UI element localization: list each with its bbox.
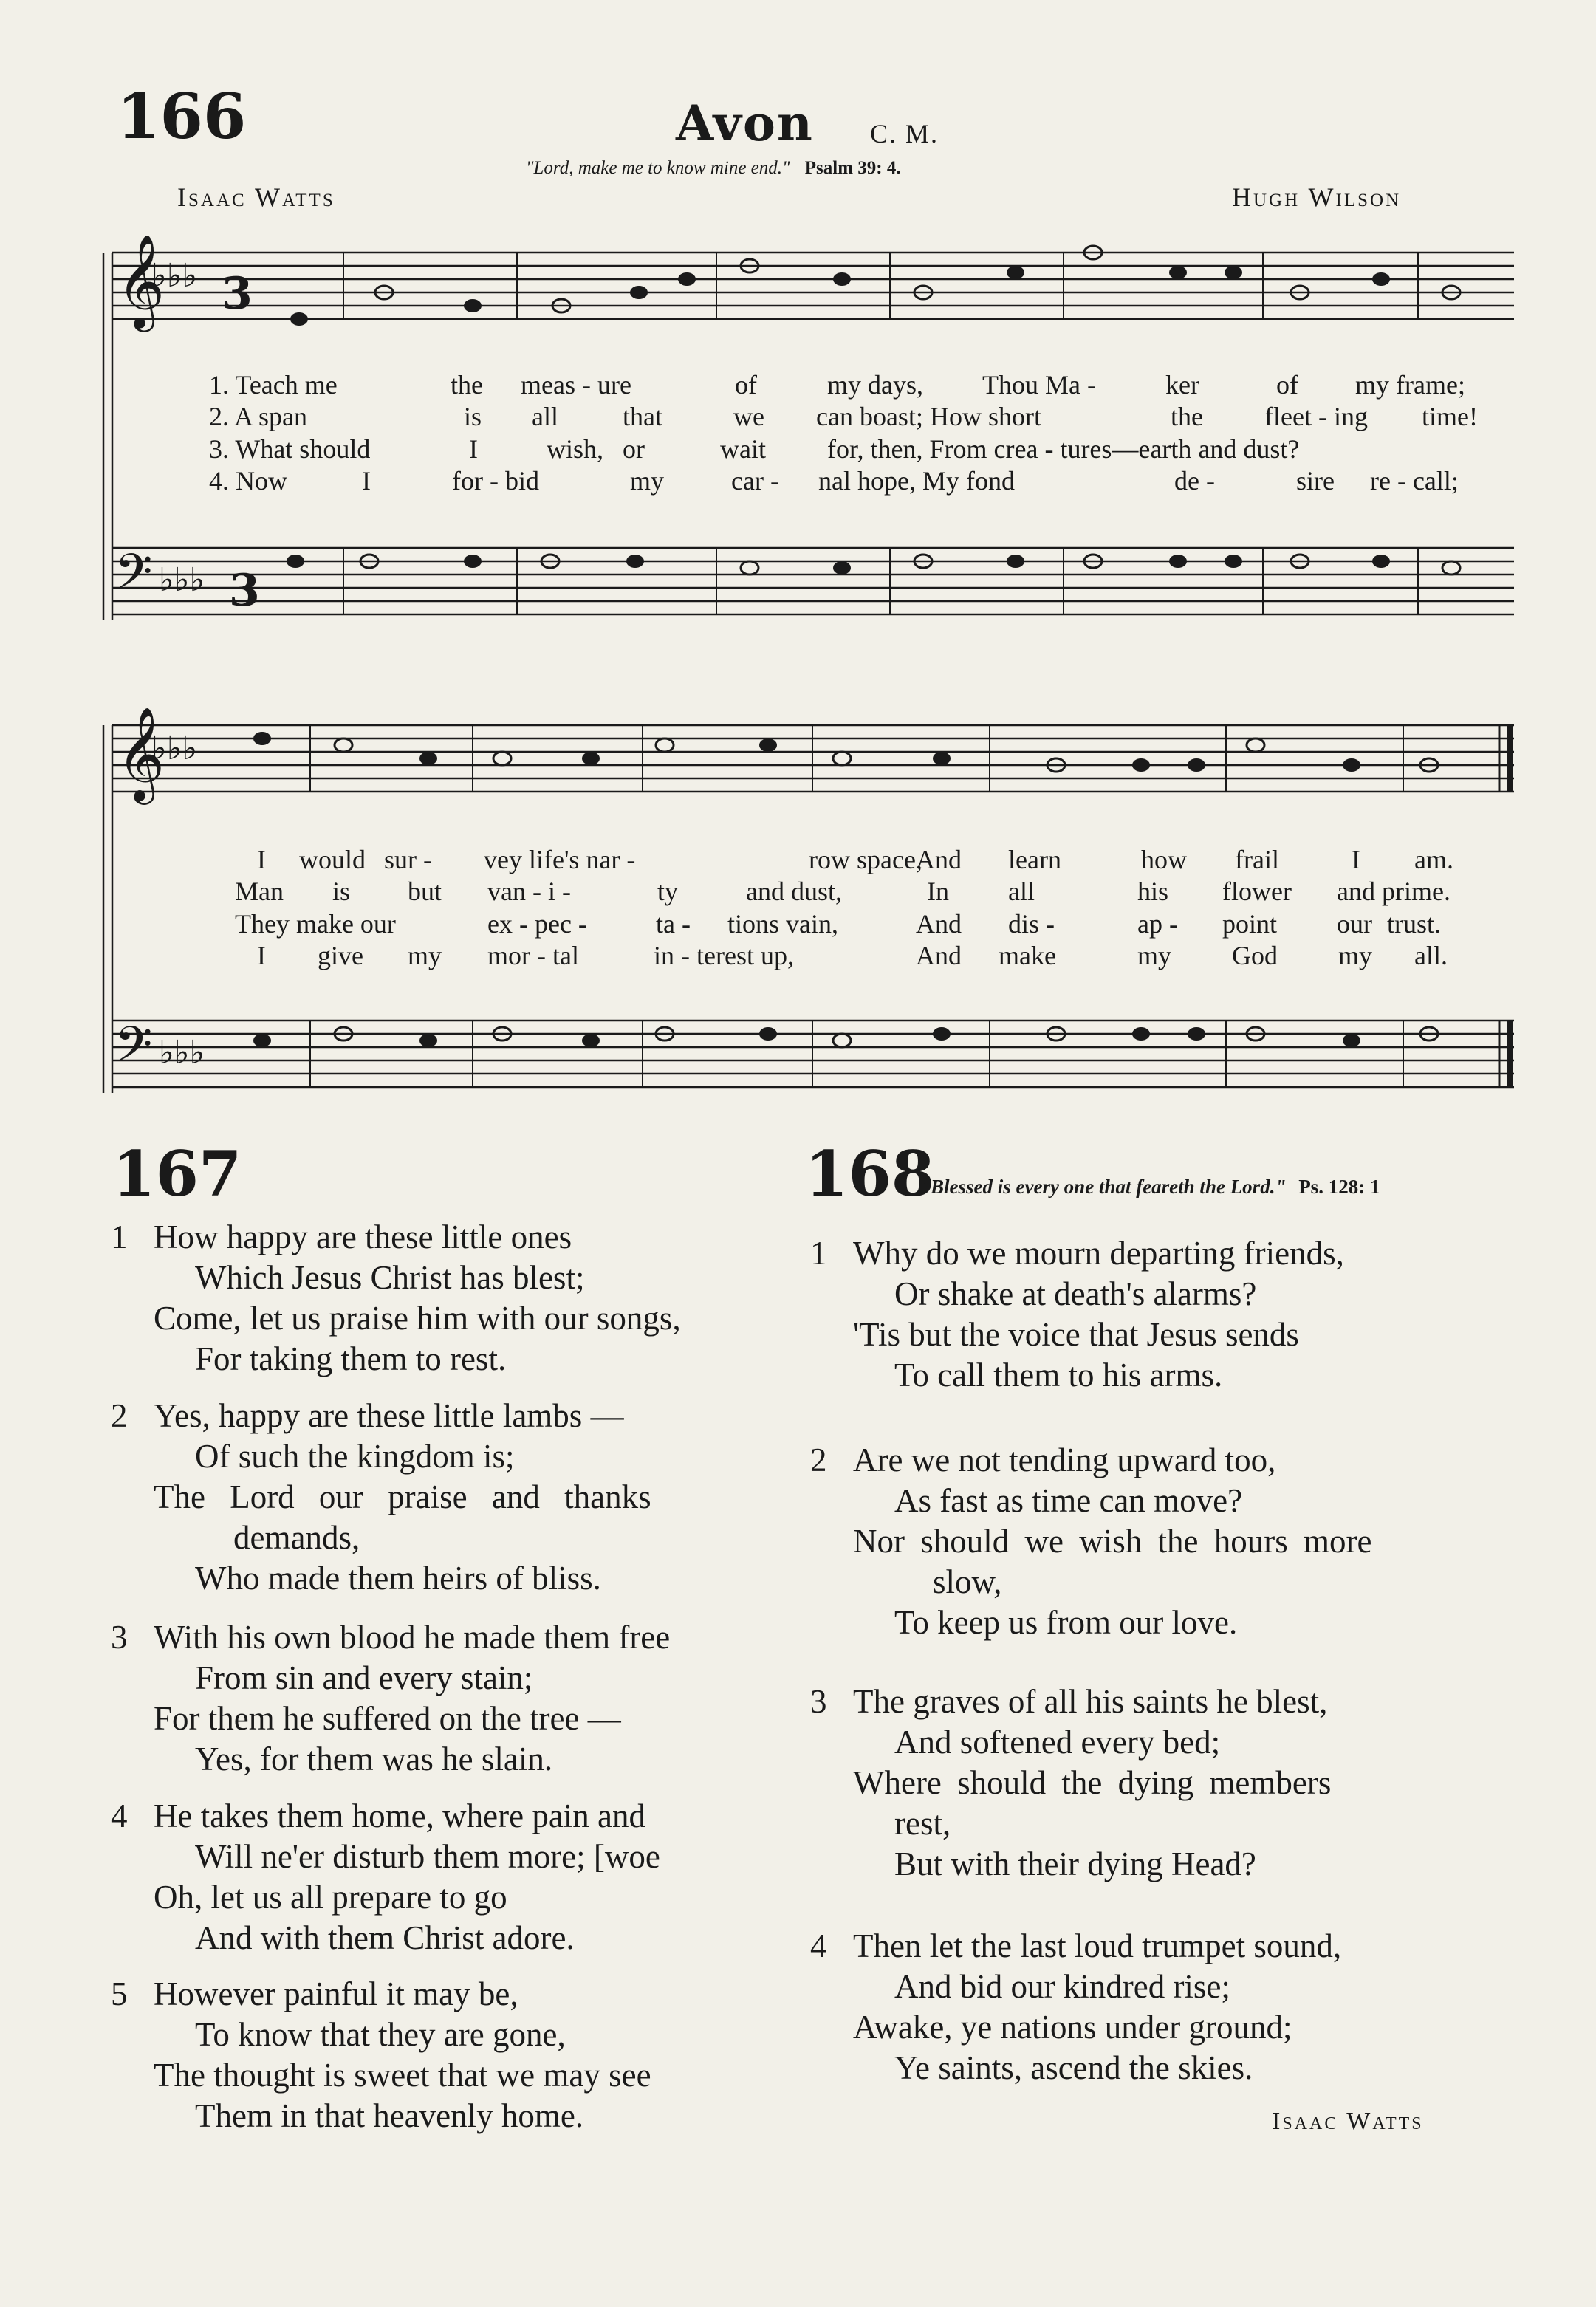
- treble-clef-icon: 𝄞: [117, 233, 165, 328]
- meter: C. M.: [870, 119, 939, 148]
- hymn-167-verse-3: [111, 1617, 671, 1780]
- syllable: my: [408, 941, 442, 970]
- lyric-line-1: [0, 369, 1596, 402]
- syllable: his: [1137, 877, 1169, 906]
- verse-number: 1: [810, 1235, 827, 1272]
- epigraph-reference: Ps. 128: 1: [1298, 1176, 1380, 1198]
- syllable: 2. A span: [209, 402, 308, 431]
- lyric-line-2: [0, 876, 1596, 908]
- syllable: all: [532, 402, 558, 431]
- verse-line: Then let the last loud trumpet sound,: [853, 1927, 1342, 1964]
- syllable: give: [318, 941, 363, 970]
- syllable: all: [1008, 877, 1035, 906]
- verse-line: With his own blood he made them free: [154, 1619, 671, 1656]
- verse-line: Of such the kingdom is;: [195, 1438, 515, 1475]
- svg-text:♭♭♭: ♭♭♭: [159, 1034, 205, 1072]
- verse-line: rest,: [894, 1805, 951, 1842]
- hymn-167-verse-2: [111, 1396, 651, 1599]
- verse-line: Where should the dying members: [853, 1764, 1332, 1801]
- syllable: all.: [1414, 941, 1448, 970]
- verse-line: And bid our kindred rise;: [894, 1968, 1230, 2005]
- composer-credit: Hugh Wilson: [1232, 182, 1402, 212]
- syllable: but: [408, 877, 442, 906]
- syllable: the: [451, 370, 483, 400]
- syllable: and dust,: [746, 877, 842, 906]
- verse-line: To know that they are gone,: [195, 2016, 566, 2053]
- verse-line: For taking them to rest.: [195, 1340, 507, 1377]
- hymn-168-verse-3: [810, 1682, 1332, 1885]
- syllable: of: [1276, 370, 1298, 400]
- verse-number: 5: [111, 1975, 128, 2012]
- epigraph: [526, 158, 901, 179]
- verse-line: Why do we mourn departing friends,: [853, 1235, 1344, 1272]
- syllable: Man: [235, 877, 284, 906]
- lyric-line-3: [0, 908, 1596, 941]
- syllable: point: [1222, 909, 1278, 939]
- syllable: make: [999, 941, 1056, 970]
- hymn-168-verse-4: [810, 1926, 1342, 2088]
- syllable: re - call;: [1370, 466, 1459, 496]
- syllable: the: [1171, 402, 1203, 431]
- syllable: or: [623, 434, 645, 464]
- syllable: And: [916, 909, 962, 939]
- syllable: van - i -: [487, 877, 571, 906]
- epigraph-reference: Psalm 39: 4.: [804, 158, 901, 178]
- verse-line: Awake, ye nations under ground;: [853, 2009, 1292, 2046]
- verse-number: 4: [810, 1927, 827, 1964]
- verse-line: However painful it may be,: [154, 1975, 518, 2012]
- syllable: in - terest up,: [654, 941, 794, 970]
- syllable: 4. Now: [209, 466, 287, 496]
- svg-text:3: 3: [222, 268, 253, 320]
- verse-line: Ye saints, ascend the skies.: [894, 2049, 1253, 2086]
- syllable: And: [916, 845, 962, 874]
- verse-line: To keep us from our love.: [894, 1604, 1238, 1641]
- lyric-line-4: [0, 940, 1596, 973]
- syllable: fleet - ing: [1264, 402, 1368, 431]
- syllable: for - bid: [452, 466, 539, 496]
- syllable: God: [1232, 941, 1278, 970]
- hymn-168-verse-2: [810, 1440, 1372, 1643]
- verse-line: 'Tis but the voice that Jesus sends: [853, 1316, 1299, 1353]
- lyric-line-1: [0, 844, 1596, 877]
- syllable: is: [464, 402, 482, 431]
- lyric-line-2: [0, 401, 1596, 433]
- syllable: my: [1338, 941, 1373, 970]
- syllable: my: [630, 466, 665, 496]
- syllable: I: [257, 941, 266, 970]
- lyric-line-3: [0, 433, 1596, 466]
- syllable: ex - pec -: [487, 909, 587, 939]
- svg-text:♭♭♭: ♭♭♭: [159, 561, 205, 599]
- bass-staff: [112, 548, 1514, 614]
- syllable: of: [735, 370, 757, 400]
- hymn-168-number: 168: [805, 1137, 935, 1210]
- hymn-167-verse-1: [111, 1217, 681, 1379]
- bass-clef-icon: 𝄢: [114, 544, 153, 612]
- syllable: ker: [1165, 370, 1199, 400]
- syllable: In: [927, 877, 949, 906]
- syllable: how: [1141, 845, 1187, 874]
- hymn-167-number: 167: [112, 1137, 242, 1210]
- syllable: my: [1137, 941, 1172, 970]
- verse-line: demands,: [233, 1519, 360, 1556]
- author-credit: Isaac Watts: [177, 182, 335, 212]
- verse-line: The thought is sweet that we may see: [154, 2057, 651, 2094]
- syllable: They make our: [235, 909, 396, 939]
- syllable: dis -: [1008, 909, 1055, 939]
- verse-line: And softened every bed;: [894, 1724, 1221, 1761]
- verse-line: The graves of all his saints he blest,: [853, 1683, 1328, 1720]
- syllable: for, then, From crea - tures—earth and dust?: [827, 434, 1300, 464]
- verse-line: For them he suffered on the tree —: [154, 1700, 621, 1737]
- syllable: time!: [1422, 402, 1478, 431]
- syllable: trust.: [1387, 909, 1442, 939]
- verse-line: From sin and every stain;: [195, 1659, 533, 1696]
- syllable: vey life's nar -: [484, 845, 636, 874]
- verse-number: 1: [111, 1218, 128, 1255]
- syllable: mor - tal: [487, 941, 579, 970]
- syllable: our: [1337, 909, 1372, 939]
- epigraph-text: "Blessed is every one that feareth the Lord.": [919, 1176, 1287, 1198]
- syllable: de -: [1174, 466, 1215, 496]
- epigraph-text: "Lord, make me to know mine end.": [526, 158, 790, 178]
- syllable: wish,: [547, 434, 604, 464]
- lyric-line-4: [0, 465, 1596, 498]
- syllable: learn: [1008, 845, 1061, 874]
- hymn-168-verse-1: [810, 1233, 1344, 1396]
- syllable: my days,: [827, 370, 923, 400]
- verse-line: To call them to his arms.: [894, 1357, 1223, 1394]
- verse-line: Who made them heirs of bliss.: [195, 1560, 601, 1597]
- syllable: ta -: [656, 909, 691, 939]
- verse-line: He takes them home, where pain and: [154, 1797, 646, 1834]
- syllable: I: [1352, 845, 1360, 874]
- syllable: row space,: [809, 845, 922, 874]
- treble-clef-icon: 𝄞: [117, 706, 165, 801]
- syllable: sur -: [384, 845, 432, 874]
- verse-line: Yes, happy are these little lambs —: [154, 1397, 624, 1434]
- hymn-167-verse-4: [111, 1796, 660, 1958]
- svg-text:♭♭♭: ♭♭♭: [151, 730, 198, 767]
- verse-line: Them in that heavenly home.: [195, 2097, 584, 2134]
- syllable: wait: [720, 434, 766, 464]
- hymn-168-author: Isaac Watts: [1272, 2108, 1424, 2135]
- verse-line: Will ne'er disturb them more; [woe: [195, 1838, 660, 1875]
- syllable: am.: [1414, 845, 1453, 874]
- syllable: I: [257, 845, 266, 874]
- tune-name: Avon: [676, 95, 814, 152]
- syllable: and prime.: [1337, 877, 1451, 906]
- syllable: that: [623, 402, 662, 431]
- syllable: I: [362, 466, 371, 496]
- verse-line: But with their dying Head?: [894, 1845, 1256, 1882]
- hymn-167-verse-5: [111, 1974, 651, 2136]
- verse-line: Oh, let us all prepare to go: [154, 1879, 507, 1916]
- bass-clef-icon: 𝄢: [114, 1016, 153, 1085]
- verse-line: Nor should we wish the hours more: [853, 1523, 1372, 1560]
- syllable: I: [469, 434, 478, 464]
- verse-line: Or shake at death's alarms?: [894, 1275, 1257, 1312]
- syllable: tions vain,: [727, 909, 838, 939]
- syllable: Thou Ma -: [982, 370, 1096, 400]
- syllable: can boast; How short: [816, 402, 1041, 431]
- syllable: sire: [1296, 466, 1335, 496]
- hymn-number: 166: [117, 80, 247, 153]
- verse-line: Which Jesus Christ has blest;: [195, 1259, 585, 1296]
- verse-line: As fast as time can move?: [894, 1482, 1243, 1519]
- syllable: is: [332, 877, 351, 906]
- syllable: ty: [657, 877, 679, 906]
- verse-line: Yes, for them was he slain.: [195, 1741, 553, 1778]
- syllable: we: [733, 402, 764, 431]
- verse-number: 3: [810, 1683, 827, 1720]
- verse-number: 3: [111, 1619, 128, 1656]
- syllable: would: [299, 845, 366, 874]
- verse-line: Are we not tending upward too,: [853, 1442, 1276, 1478]
- syllable: car -: [731, 466, 779, 496]
- hymn-168-epigraph: [919, 1176, 1380, 1199]
- syllable: flower: [1222, 877, 1292, 906]
- syllable: my frame;: [1355, 370, 1465, 400]
- syllable: frail: [1235, 845, 1279, 874]
- syllable: 1. Teach me: [209, 370, 338, 400]
- verse-line: And with them Christ adore.: [195, 1919, 575, 1956]
- verse-line: How happy are these little ones: [154, 1218, 572, 1255]
- verse-number: 2: [810, 1442, 827, 1478]
- svg-text:3: 3: [229, 565, 260, 617]
- syllable: meas - ure: [521, 370, 631, 400]
- syllable: nal hope, My fond: [818, 466, 1015, 496]
- verse-line: Come, let us praise him with our songs,: [154, 1300, 681, 1337]
- verse-line: The Lord our praise and thanks: [154, 1478, 651, 1515]
- verse-number: 4: [111, 1797, 128, 1834]
- verse-line: slow,: [933, 1563, 1002, 1600]
- syllable: 3. What should: [209, 434, 371, 464]
- svg-text:♭♭♭: ♭♭♭: [151, 257, 198, 295]
- verse-number: 2: [111, 1397, 128, 1434]
- syllable: And: [916, 941, 962, 970]
- syllable: ap -: [1137, 909, 1178, 939]
